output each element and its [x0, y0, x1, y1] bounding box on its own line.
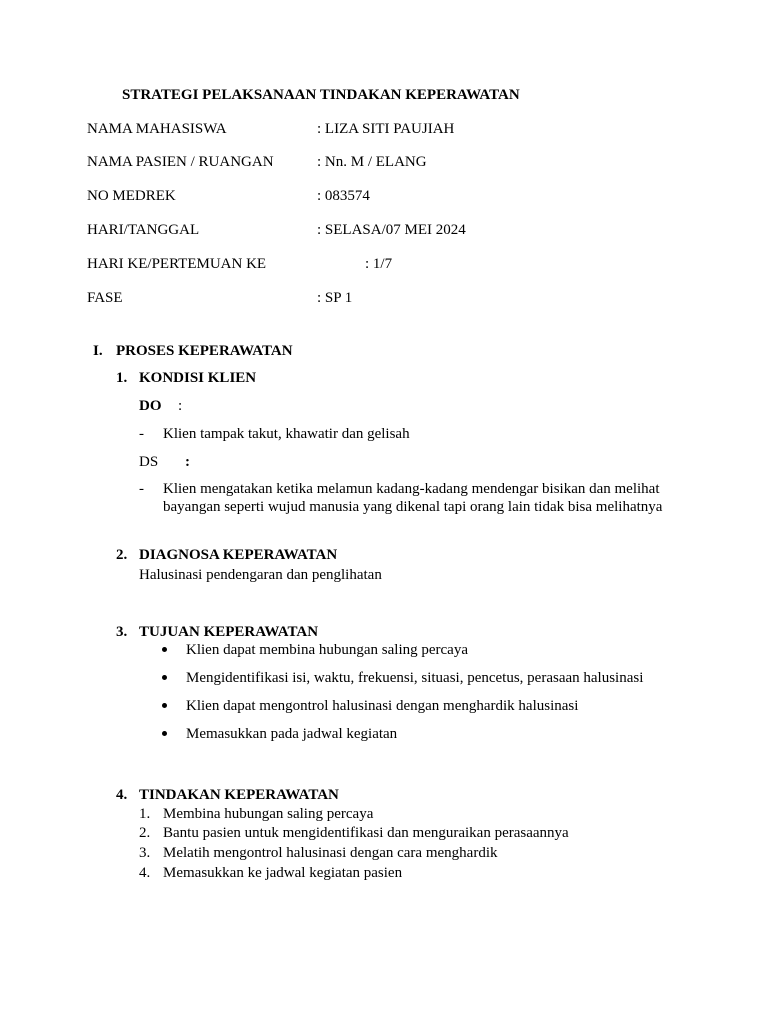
- diagnosa-number: 2.: [116, 547, 128, 563]
- diagnosa-title: DIAGNOSA KEPERAWATAN: [139, 547, 338, 563]
- kondisi-number: 1.: [116, 370, 128, 386]
- tindakan-item-number: 3.: [139, 845, 151, 861]
- ds-text-line-2: bayangan seperti wujud manusia yang dikenal tapi orang lain tidak bisa melihatnya: [163, 499, 663, 515]
- kondisi-title: KONDISI KLIEN: [139, 370, 257, 386]
- ds-label: DS: [139, 454, 159, 470]
- field-label-hari-tanggal: HARI/TANGGAL: [87, 222, 200, 238]
- do-dash: -: [139, 426, 144, 442]
- tindakan-title: TINDAKAN KEPERAWATAN: [139, 787, 339, 803]
- tindakan-item: Membina hubungan saling percaya: [163, 806, 374, 822]
- tindakan-item-number: 2.: [139, 825, 151, 841]
- bullet-icon: [162, 647, 167, 652]
- field-value-pertemuan: : 1/7: [365, 256, 393, 272]
- tindakan-item: Melatih mengontrol halusinasi dengan cara menghardik: [163, 845, 498, 861]
- ds-dash: -: [139, 481, 144, 497]
- bullet-icon: [162, 731, 167, 736]
- tujuan-title: TUJUAN KEPERAWATAN: [139, 624, 319, 640]
- tujuan-item: Memasukkan pada jadwal kegiatan: [186, 726, 398, 742]
- ds-text-line-1: Klien mengatakan ketika melamun kadang-kadang mendengar bisikan dan melihat: [163, 481, 660, 497]
- ds-colon: :: [185, 454, 190, 470]
- bullet-icon: [162, 675, 167, 680]
- section-title: PROSES KEPERAWATAN: [116, 343, 293, 359]
- tindakan-item-number: 4.: [139, 865, 151, 881]
- field-value-hari-tanggal: : SELASA/07 MEI 2024: [317, 222, 466, 238]
- field-value-no-medrek: : 083574: [317, 188, 370, 204]
- field-label-nama-pasien: NAMA PASIEN / RUANGAN: [87, 154, 274, 170]
- bullet-icon: [162, 703, 167, 708]
- field-label-no-medrek: NO MEDREK: [87, 188, 176, 204]
- do-text: Klien tampak takut, khawatir dan gelisah: [163, 426, 410, 442]
- field-value-fase: : SP 1: [317, 290, 353, 306]
- tindakan-item: Memasukkan ke jadwal kegiatan pasien: [163, 865, 403, 881]
- field-value-nama-mahasiswa: : LIZA SITI PAUJIAH: [317, 121, 455, 137]
- field-label-pertemuan: HARI KE/PERTEMUAN KE: [87, 256, 267, 272]
- section-number: I.: [93, 343, 103, 359]
- field-label-fase: FASE: [87, 290, 123, 306]
- tujuan-number: 3.: [116, 624, 128, 640]
- tindakan-number: 4.: [116, 787, 128, 803]
- do-label: DO: [139, 398, 162, 414]
- document-title: STRATEGI PELAKSANAAN TINDAKAN KEPERAWATAN: [122, 87, 520, 103]
- tindakan-item: Bantu pasien untuk mengidentifikasi dan menguraikan perasaannya: [163, 825, 569, 841]
- tujuan-item: Klien dapat mengontrol halusinasi dengan menghardik halusinasi: [186, 698, 579, 714]
- field-value-nama-pasien: : Nn. M / ELANG: [317, 154, 427, 170]
- tindakan-item-number: 1.: [139, 806, 151, 822]
- field-label-nama-mahasiswa: NAMA MAHASISWA: [87, 121, 227, 137]
- tujuan-item: Mengidentifikasi isi, waktu, frekuensi, situasi, pencetus, perasaan halusinasi: [186, 670, 644, 686]
- tujuan-item: Klien dapat membina hubungan saling percaya: [186, 642, 468, 658]
- do-colon: :: [178, 398, 183, 414]
- diagnosa-text: Halusinasi pendengaran dan penglihatan: [139, 567, 382, 583]
